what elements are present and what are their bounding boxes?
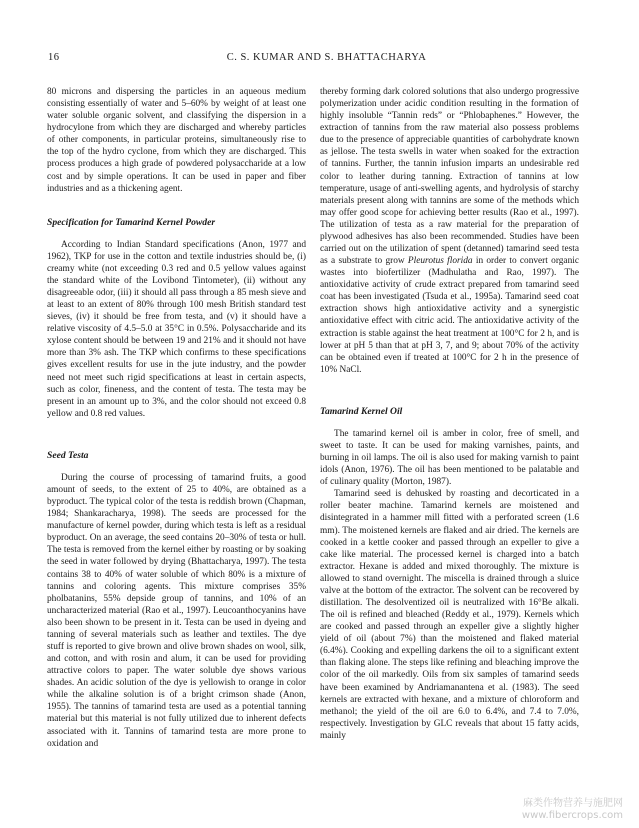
right-column — [320, 86, 579, 742]
paragraph-text: thereby forming dark colored solutions that also undergo progressive polymerization under acidic condition resulting in the formation of highly insoluble “Tannin reds” or “Phlobaphenes.” However, the extraction of tannins from the raw material also possess problems due to the presence of appreciable quantities of carbohydrate known as jellose. The testa swells in water when soaked for the extraction of tannins. Further, the tannin infusion imparts an undesirable red color to leather during tanning. Extraction of tannins at low temperature, usage of anti-swelling agents, and hydrolysis of starchy materials present along with tannins are some of the methods which may offer good scope for achieving better results (Rao et al., 1997). The utilization of testa as a raw material for the preparation of plywood adhesives has also been recommended. Studies have been carried out on the utilization of spent (detanned) tamarind seed testa as a substrate to grow — [320, 87, 579, 267]
paragraph: The tamarind kernel oil is amber in color, free of smell, and sweet to taste. It can be used for making varnishes, paints, and burning in oil lamps. The oil is also used for making varnish to paint idols (Anon, 1976). The oil has been mentioned to be palatable and of culinary quality (Morton, 1987). — [320, 428, 579, 488]
watermark-url: www.fibercrops.com — [521, 810, 623, 821]
running-head — [48, 52, 605, 66]
paragraph — [320, 86, 579, 376]
section-heading: Seed Testa — [47, 449, 89, 461]
paragraph: According to Indian Standard specifications (Anon, 1977 and 1962), TKP for use in the cotton and textile industries should be, (i) creamy white (not exceeding 0.3 red and 0.5 yellow values against the standard white of the Lovibond Tintometer), (ii) without any disagreeable odor, (iii) it should all pass through a 85 mesh sieve and at least to an extent of 80% through 100 mesh British standard test sieves, (iv) it should be free from testa, and (v) it should have a relative viscosity of 4.5–5.0 at 35°C in 0.5%. Polysaccharide and its xylose content should be between 19 and 21% and it should not have more than 3% ash. The TKP which confirms to these specifications gives excellent results for use in the jute industry, and the powder need not meet such rigid specifications at least in certain aspects, such as color, fineness, and the content of testa. The testa may be present in an amount up to 3%, and the color should not exceed 0.8 yellow and 0.8 red values. — [47, 239, 306, 419]
section-heading: Specification for Tamarind Kernel Powder — [47, 216, 216, 228]
left-column — [47, 86, 306, 750]
species-name: Pleurotus florida — [407, 256, 473, 267]
paragraph: Tamarind seed is dehusked by roasting and decorticated in a roller beater machine. Tamarind kernels are moistened and disintegrated in a hammer mill fitted with a perforated screen (1.6 mm). The moistened kernels are flaked and air dried. The kernels are cooked in a kettle cooker and passed through an expeller to give a cake like material. The processed kernel is charged into a batch extractor. Hexane is added and mixed thoroughly. The mixture is allowed to stand overnight. The miscella is drained through a sluice valve at the bottom of the extractor. The solvent can be recovered by distillation. The desolventized oil is neutralized with 16°Be alkali. The oil is refined and bleached (Reddy et al., 1979). Kernels which are cooked and passed through an expeller give a slightly higher yield of oil (about 7%) than the moistened and flaked material (6.4%). Cooking and expelling darkens the oil to a significant extent than flaking alone. The steps like refining and bleaching improve the color of the oil markedly. Oils from six samples of tamarind seeds have been examined by Andriamanantena et al. (1983). The seed kernels are extracted with hexane, and a mixture of chloroform and methanol; the yield of the oil are 6.0 to 6.4%, and 7.4 to 7.0%, respectively. Investigation by GLC reveals that about 15 fatty acids, mainly — [320, 489, 579, 741]
running-head-authors: C. S. KUMAR AND S. BHATTACHARYA — [226, 52, 427, 63]
section-heading: Tamarind Kernel Oil — [320, 405, 403, 417]
watermark — [522, 798, 623, 822]
paragraph: 80 microns and dispersing the particles in an aqueous medium consisting essentially of water and 5–60% by weight of at least one water soluble organic solvent, and classifying the dispersion in a hydrocylone from which they are discharged and whereby particles of other components, in particular proteins, simultaneously rise to the top of the hydro cyclone, from which they are discharged. This process produces a high grade of powdered polysaccharide at a low cost and by simple operations. It can be used in paper and fiber industries and as a thickening agent. — [47, 87, 306, 194]
page-number: 16 — [48, 52, 60, 63]
watermark-line: 麻类作物营养与施肥网 — [523, 798, 623, 809]
paragraph: During the course of processing of tamarind fruits, a good amount of seeds, to the extent of 25 to 40%, are obtained as a byproduct. The typical color of the testa is reddish brown (Chapman, 1984; Shankaracharya, 1998). The seeds are processed for the manufacture of kernel powder, during which testa is left as a residual byproduct. On an average, the seed contains 20–30% of testa or hull. The testa is removed from the kernel either by roasting or by soaking the seed in water followed by drying (Bhattacharya, 1997). The testa contains 38 to 40% of water soluble of which 80% is a mixture of tannins and coloring agents. This mixture comprises 35% pholbatanins, 55% depside group of tannins, and 10% of an uncharacterized material (Rao et al., 1997). Leucoanthocyanins have also been shown to be present in it. Testa can be used in dyeing and tanning of several materials such as leather and textiles. The dye stuff is reported to give brown and olive brown shades on wool, silk, and cotton, and with rosin and alum, it can be used for providing attractive colors to paper. The water soluble dye shows various shades. An acidic solution of the dye is yellowish to orange in color while the alkaline solution is of a bright crimson shade (Anon, 1955). The tannins of tamarind testa are used as a potential tanning material but this material is not fully utilized due to inherent defects associated with it. Tannins of tamarind testa are more prone to oxidation and — [47, 472, 306, 749]
paragraph-text: in order to convert organic wastes into biofertilizer (Madhulatha and Rao, 1997). The antioxidative activity of crude extract prepared from tamarind seed coat has been investigated (Tsuda et al., 1995a). Tamarind seed coat extraction shows high antioxidative activity and a synergistic antioxidative effect with citric acid. The antioxidative activity of the extraction is stable against the heat treatment at 100°C for 2 h, and is lower at pH 5 than that at pH 3, 7, and 9; about 70% of the activity can be obtained even if treated at 100°C for 2 h in the presence of 10% NaCl. — [320, 256, 579, 375]
